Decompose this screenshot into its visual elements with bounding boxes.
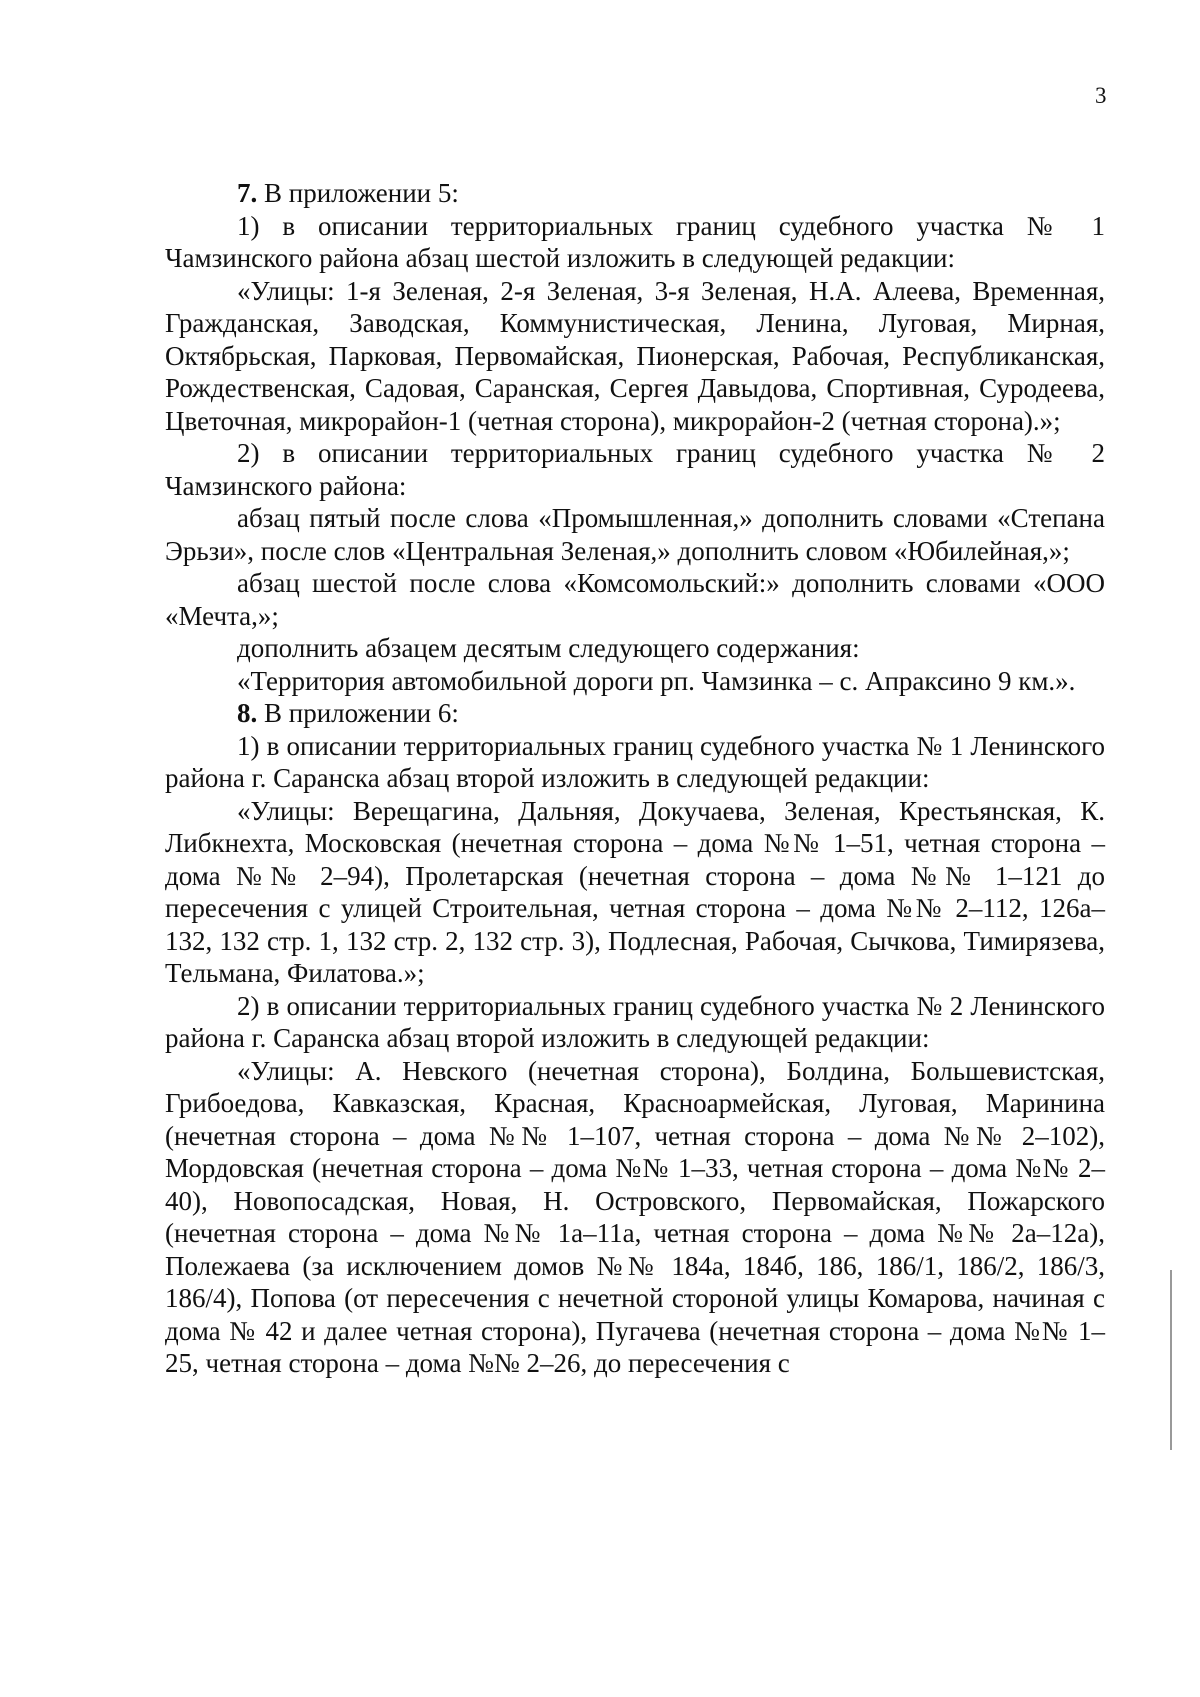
paragraph: «Территория автомобильной дороги рп. Чамзинка – с. Апраксино 9 км.». bbox=[237, 665, 1076, 696]
paragraph: 2) в описании территориальных границ судебного участка № 2 Ленинского района г. Саранска абзац второй изложить в следующей редакции: bbox=[165, 990, 1105, 1053]
document-body bbox=[165, 177, 1105, 1380]
paragraph: «Улицы: Верещагина, Дальняя, Докучаева, Зеленая, Крестьянская, К. Либкнехта, Московская (нечетная сторона – дома №№ 1–51, четная сторона – дома №№ 2–94), Пролетарская (нечетная сторона – дома №№ 1–121 до пересечения с улицей Строительная, четная сторона – дома №№ 2–112, 126а–132, 132 стр. 1, 132 стр. 2, 132 стр. 3), Подлесная, Рабочая, Сычкова, Тимирязева, Тельмана, Филатова.»; bbox=[165, 795, 1105, 988]
section-number: 8. bbox=[237, 698, 258, 728]
paragraph: «Улицы: А. Невского (нечетная сторона), Болдина, Большевистская, Грибоедова, Кавказская, Красная, Красноармейская, Луговая, Маринина (нечетная сторона – дома №№ 1–107, четная сторона – дома №№ 2–102), Мордовская (нечетная сторона – дома №№ 1–33, четная сторона – дома №№ 2–40), Новопосадская, Новая, Н. Островского, Первомайская, Пожарского (нечетная сторона – дома №№ 1а–11а, четная сторона – дома №№ 2а–12а), Полежаева (за исключением домов №№ 184а, 184б, 186, 186/1, 186/2, 186/3, 186/4), Попова (от пересечения с нечетной стороной улицы Комарова, начиная с дома № 42 и далее четная сторона), Пугачева (нечетная сторона – дома №№ 1–25, четная сторона – дома №№ 2–26, до пересечения с bbox=[165, 1055, 1105, 1378]
section-title: В приложении 5: bbox=[257, 178, 459, 208]
paragraph: 1) в описании территориальных границ судебного участка № 1 Чамзинского района абзац шестой изложить в следующей редакции: bbox=[165, 210, 1105, 273]
scan-edge-mark bbox=[1170, 1270, 1172, 1450]
paragraph: абзац шестой после слова «Комсомольский:» дополнить словами «ООО «Мечта,»; bbox=[165, 568, 1105, 631]
section-heading bbox=[165, 697, 1105, 730]
page-number: 3 bbox=[1095, 83, 1107, 108]
section-number: 7. bbox=[237, 178, 258, 208]
paragraph: 1) в описании территориальных границ судебного участка № 1 Ленинского района г. Саранска абзац второй изложить в следующей редакции: bbox=[165, 730, 1105, 793]
paragraph: «Улицы: 1-я Зеленая, 2-я Зеленая, 3-я Зеленая, Н.А. Алеева, Временная, Гражданская, Заводская, Коммунистическая, Ленина, Луговая, Мирная, Октябрьская, Парковая, Первомайская, Пионерская, Рабочая, Республиканская, Рождественская, Садовая, Саранская, Сергея Давыдова, Спортивная, Суродеева, Цветочная, микрорайон-1 (четная сторона), микрорайон-2 (четная сторона).»; bbox=[165, 275, 1105, 436]
section-heading bbox=[165, 177, 1105, 210]
section-title: В приложении 6: bbox=[257, 698, 459, 728]
paragraph: абзац пятый после слова «Промышленная,» дополнить словами «Степана Эрьзи», после слов «Центральная Зеленая,» дополнить словом «Юбилейная,»; bbox=[165, 503, 1105, 566]
paragraph: 2) в описании территориальных границ судебного участка № 2 Чамзинского района: bbox=[165, 438, 1105, 501]
paragraph: дополнить абзацем десятым следующего содержания: bbox=[237, 633, 860, 663]
